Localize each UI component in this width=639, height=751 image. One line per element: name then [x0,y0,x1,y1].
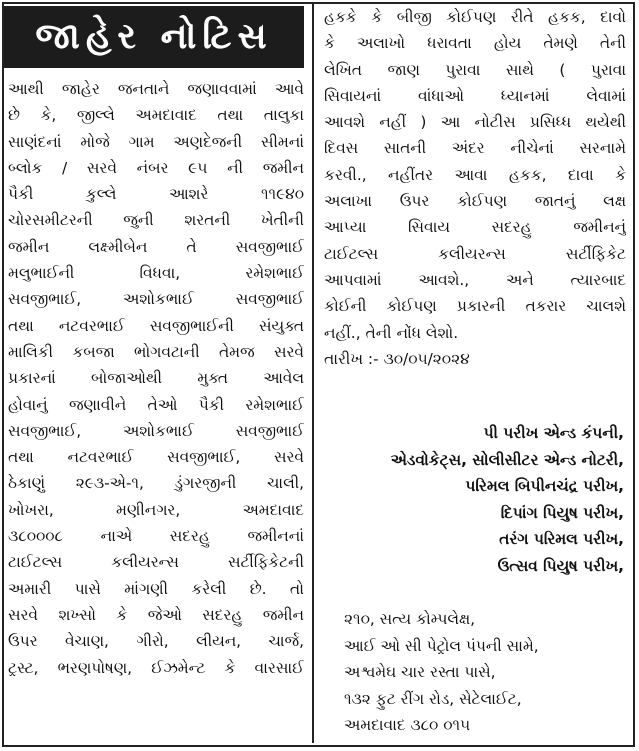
body-line: સિવાયનાં વાંધાઓ ધ્યાનમાં લેવામાં [324,86,626,105]
notice-title: જાહેર નોટિસ [4,6,304,68]
body-line: કે અલાખો ધરાવતા હોય તેમણે તેની [324,34,626,53]
notice-date: તારીખ :- ૩૦/૦૫/૨૦૨૪ [324,349,470,368]
notice-body-left [8,76,304,681]
body-line: ઉપર વેચાણ, ગીરો, લીયન, ચાર્જ, [8,632,304,651]
body-line: લેખિત જાણ પુરાવા સાથે ( પુરાવા [324,60,626,79]
signatory-name: તરંગ પરિમલ પરીખ, [499,530,624,548]
address-line: અશ્વમેઘ ચાર રસ્તા પાસે, [344,663,496,681]
address-block [344,606,626,739]
signatory-name: પરિમલ બિપીનચંદ્ર પરીખ, [465,477,624,495]
body-line: ટાઈટલ્સ કલીયરન્સ સર્ટીફિકેટની [8,553,304,572]
body-line: ટાઈટલ્સ કલીયરન્સ સર્ટીફિકેટ [324,244,626,263]
notice-left-column [2,2,305,743]
body-line: અલાખા ઉપર કોઈપણ જાતનું લક્ષ [324,192,626,211]
address-line: અમદાવાદ ૩૮૦ ૦૧૫ [344,716,471,734]
body-line: દિવસ સાતની અંદર નીચેનાં સરનામે [324,139,626,158]
body-line: સાણંદનાં મોજે ગામ અણદેજની સીમનાં [8,132,304,151]
body-line: છે કે, જીલ્લે અમદાવાદ તથા તાલુકા [8,106,304,125]
body-line: સવજીભાઈ, અશોકભાઈ સવજીભાઈ [8,290,304,309]
body-line: ચોરસમીટરની જુની શરતની ખેતીની [8,211,304,230]
signatory-name: ઉત્સવ પિયુષ પરીખ, [497,556,624,575]
address-line: ૨૧૦, સત્ય કોમ્પલેક્ષ, [344,610,476,628]
body-line: કોઈની કોઈપણ પ્રકારની તકરાર ચાલશે [324,297,626,316]
body-line: ખોખરા, મણીનગર, અમદાવાદ [8,500,304,519]
body-line: તથા નટવરભાઈ સવજીભાઈ, સરવે [8,448,304,467]
body-line: સરવે શખ્સો કે જેઓ સદરહુ જમીન [8,605,304,624]
body-line: કરવી., નહીંતર આવા હકક, દાવા કે [324,165,626,184]
address-line: ૧૩૨ ફુટ રીંગ રોડ, સેટેલાઈટ, [344,689,522,708]
signatory-block [338,420,624,579]
body-line: ૩૮૦૦૦૮ નાએ સદરહુ જમીનનાં [8,527,304,546]
body-line: પ્રકારનાં બોજાઓથી મુક્ત આવેલ [8,369,304,388]
body-line: આવશે નહીં ) આ નોટીસ પ્રસિધ્ધ થયેથી [324,113,626,132]
body-line: આથી જાહેર જનતાને જણાવવામાં આવે [8,80,304,98]
body-line: અમારી પાસે માંગણી કરેલી છે. તો [8,579,304,598]
body-line: પૈકી કુલ્લે આશરે ૧૧૯૪૦ [8,185,304,204]
body-line: બ્લોક / સરવે નંબર ૯૫ ની જમીન [8,158,304,177]
body-line: જમીન લક્ષ્મીબેન તે સવજીભાઈ [8,237,304,256]
body-line: સવજીભાઈ, અશોકભાઈ સવજીભાઈ [8,421,304,440]
body-line: આપ્યા સિવાય સદરહુ જમીનનું [324,218,626,237]
column-divider [312,2,314,743]
address-line: આઈ ઓ સી પેટ્રોલ પંપની સામે, [344,636,539,655]
notice-body-right [324,4,626,372]
body-line: મલુભાઈની વિધવા, રમેશભાઈ [8,264,304,283]
body-line: ઠેકાણું ૨૯૩-એ-૧, ડુંગરજીની ચાલી, [8,474,304,493]
notice-right-column [318,2,631,743]
signatory-designation: એડવોકેટ્સ, સોલીસીટર એન્ડ નોટરી, [390,450,624,469]
body-line: હકકે કે બીજી કોઈપણ રીતે હકક, દાવો [324,8,626,26]
body-line: તથા નટવરભાઈ સવજીભાઈની સંયુક્ત [8,316,304,335]
body-line: ટ્રસ્ટ, ભરણપોષણ, ઈઝમેન્ટ કે વારસાઈ [8,658,304,677]
body-line: માલિકી કબજા ભોગવટાની તેમજ સરવે [8,342,304,361]
signatory-firm: પી પરીખ એન્ડ કંપની, [483,424,624,442]
signatory-name: દિપાંગ પિયુષ પરીખ, [500,503,624,522]
body-line: નહીં., તેની નોંધ લેશો. [324,323,459,342]
body-line: આપવામાં આવશે., અને ત્યારબાદ [324,270,626,289]
body-line: હોવાનું જણાવીને તેઓ પૈકી રમેશભાઈ [8,395,304,414]
